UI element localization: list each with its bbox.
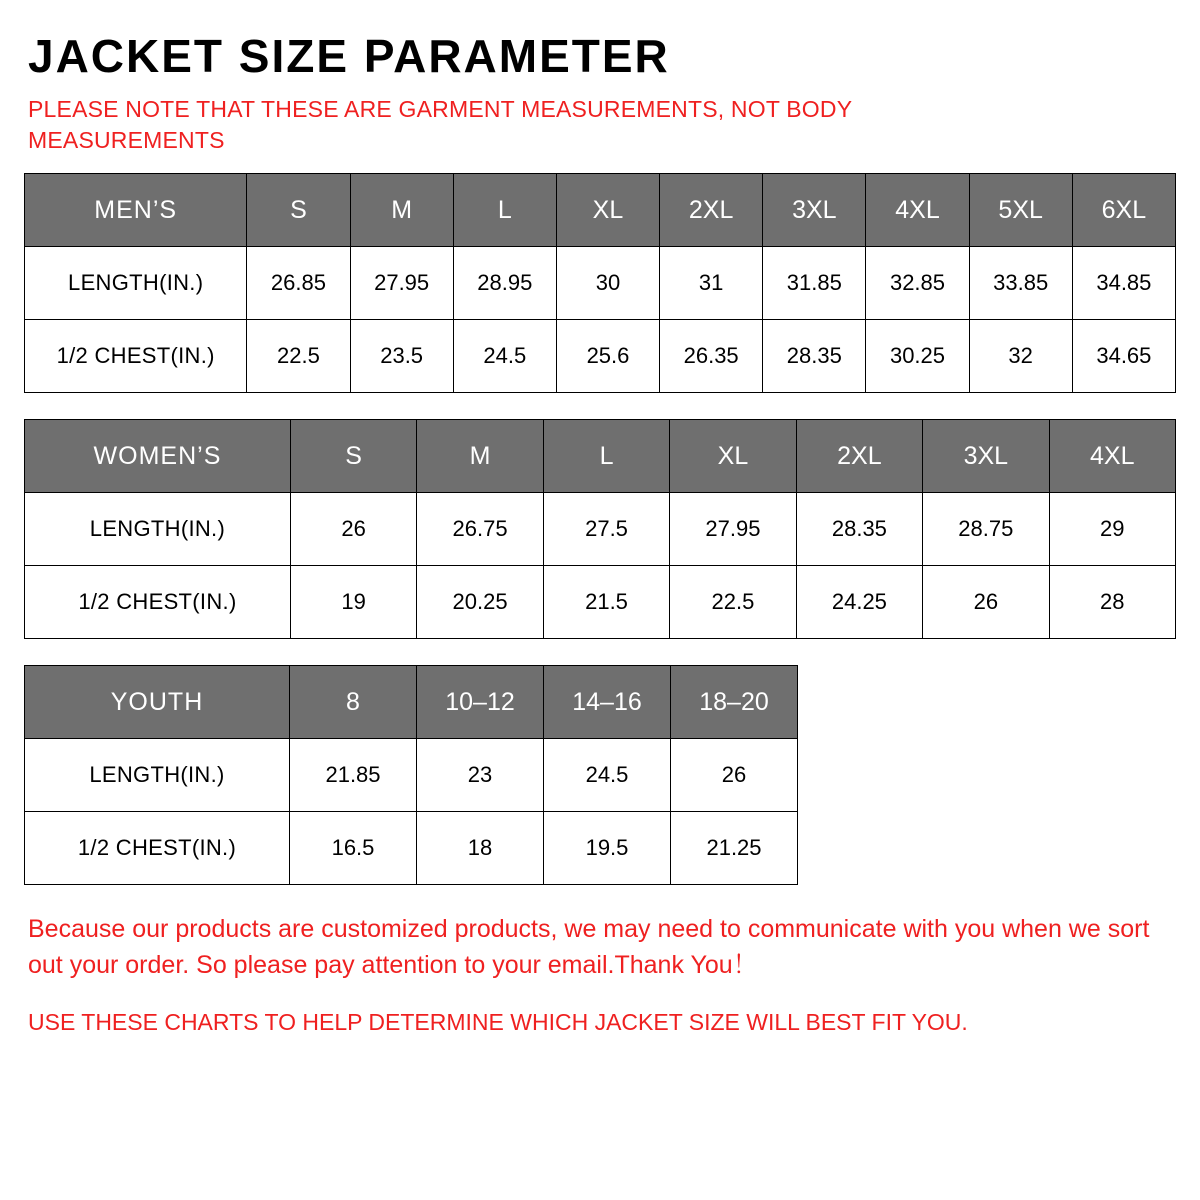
mens-size-col-8: 6XL bbox=[1072, 174, 1175, 247]
youth-size-col-2: 14–16 bbox=[544, 666, 671, 739]
womens-chest-4: 24.25 bbox=[796, 566, 922, 639]
mens-chest-1: 23.5 bbox=[350, 320, 453, 393]
youth-chest-1: 18 bbox=[417, 812, 544, 885]
youth-chest-label: 1/2 CHEST(IN.) bbox=[25, 812, 290, 885]
table-row bbox=[25, 812, 798, 885]
womens-size-col-4: 2XL bbox=[796, 420, 922, 493]
mens-length-1: 27.95 bbox=[350, 247, 453, 320]
womens-size-col-5: 3XL bbox=[923, 420, 1049, 493]
womens-length-6: 29 bbox=[1049, 493, 1175, 566]
youth-length-0: 21.85 bbox=[290, 739, 417, 812]
customization-note: Because our products are customized products, we may need to communicate with you when we sort out your order. So please pay attention to your email.Thank You！ bbox=[28, 915, 1150, 980]
mens-size-col-6: 4XL bbox=[866, 174, 969, 247]
mens-chest-2: 24.5 bbox=[453, 320, 556, 393]
womens-size-col-6: 4XL bbox=[1049, 420, 1175, 493]
womens-chest-1: 20.25 bbox=[417, 566, 543, 639]
mens-size-table bbox=[24, 173, 1176, 393]
table-row bbox=[25, 566, 1176, 639]
mens-size-col-2: L bbox=[453, 174, 556, 247]
womens-chest-label: 1/2 CHEST(IN.) bbox=[25, 566, 291, 639]
mens-chest-5: 28.35 bbox=[763, 320, 866, 393]
mens-length-0: 26.85 bbox=[247, 247, 350, 320]
womens-size-col-2: L bbox=[543, 420, 669, 493]
table-row bbox=[25, 493, 1176, 566]
youth-size-table bbox=[24, 665, 798, 885]
womens-length-1: 26.75 bbox=[417, 493, 543, 566]
youth-header-label: YOUTH bbox=[25, 666, 290, 739]
youth-chest-2: 19.5 bbox=[544, 812, 671, 885]
mens-length-2: 28.95 bbox=[453, 247, 556, 320]
table-row bbox=[25, 247, 1176, 320]
womens-chest-6: 28 bbox=[1049, 566, 1175, 639]
youth-chest-0: 16.5 bbox=[290, 812, 417, 885]
mens-size-col-7: 5XL bbox=[969, 174, 1072, 247]
womens-length-2: 27.5 bbox=[543, 493, 669, 566]
mens-size-col-0: S bbox=[247, 174, 350, 247]
mens-size-col-4: 2XL bbox=[660, 174, 763, 247]
table-row bbox=[25, 320, 1176, 393]
womens-size-col-1: M bbox=[417, 420, 543, 493]
womens-length-5: 28.75 bbox=[923, 493, 1049, 566]
mens-length-7: 33.85 bbox=[969, 247, 1072, 320]
mens-size-col-1: M bbox=[350, 174, 453, 247]
womens-length-label: LENGTH(IN.) bbox=[25, 493, 291, 566]
womens-chest-3: 22.5 bbox=[670, 566, 796, 639]
womens-length-0: 26 bbox=[290, 493, 416, 566]
mens-length-6: 32.85 bbox=[866, 247, 969, 320]
womens-size-col-3: XL bbox=[670, 420, 796, 493]
youth-length-2: 24.5 bbox=[544, 739, 671, 812]
mens-chest-3: 25.6 bbox=[556, 320, 659, 393]
womens-header-label: WOMEN’S bbox=[25, 420, 291, 493]
garment-measurement-note: PLEASE NOTE THAT THESE ARE GARMENT MEASUREMENTS, NOT BODY MEASUREMENTS bbox=[28, 96, 852, 153]
mens-chest-6: 30.25 bbox=[866, 320, 969, 393]
womens-size-table bbox=[24, 419, 1176, 639]
mens-chest-8: 34.65 bbox=[1072, 320, 1175, 393]
youth-chest-3: 21.25 bbox=[671, 812, 798, 885]
table-row bbox=[25, 739, 798, 812]
womens-length-4: 28.35 bbox=[796, 493, 922, 566]
womens-chest-2: 21.5 bbox=[543, 566, 669, 639]
mens-length-5: 31.85 bbox=[763, 247, 866, 320]
womens-size-col-0: S bbox=[290, 420, 416, 493]
page-title: JACKET SIZE PARAMETER bbox=[28, 30, 670, 82]
table-header-row bbox=[25, 174, 1176, 247]
womens-chest-0: 19 bbox=[290, 566, 416, 639]
mens-chest-7: 32 bbox=[969, 320, 1072, 393]
mens-length-4: 31 bbox=[660, 247, 763, 320]
mens-size-col-5: 3XL bbox=[763, 174, 866, 247]
mens-size-col-3: XL bbox=[556, 174, 659, 247]
chart-usage-note: USE THESE CHARTS TO HELP DETERMINE WHICH JACKET SIZE WILL BEST FIT YOU. bbox=[28, 1008, 968, 1035]
mens-chest-label: 1/2 CHEST(IN.) bbox=[25, 320, 247, 393]
youth-length-3: 26 bbox=[671, 739, 798, 812]
mens-chest-0: 22.5 bbox=[247, 320, 350, 393]
table-header-row bbox=[25, 666, 798, 739]
youth-length-label: LENGTH(IN.) bbox=[25, 739, 290, 812]
youth-size-col-0: 8 bbox=[290, 666, 417, 739]
womens-chest-5: 26 bbox=[923, 566, 1049, 639]
youth-length-1: 23 bbox=[417, 739, 544, 812]
mens-length-8: 34.85 bbox=[1072, 247, 1175, 320]
youth-size-col-3: 18–20 bbox=[671, 666, 798, 739]
table-header-row bbox=[25, 420, 1176, 493]
mens-length-label: LENGTH(IN.) bbox=[25, 247, 247, 320]
womens-length-3: 27.95 bbox=[670, 493, 796, 566]
mens-length-3: 30 bbox=[556, 247, 659, 320]
youth-size-col-1: 10–12 bbox=[417, 666, 544, 739]
mens-chest-4: 26.35 bbox=[660, 320, 763, 393]
mens-header-label: MEN’S bbox=[25, 174, 247, 247]
